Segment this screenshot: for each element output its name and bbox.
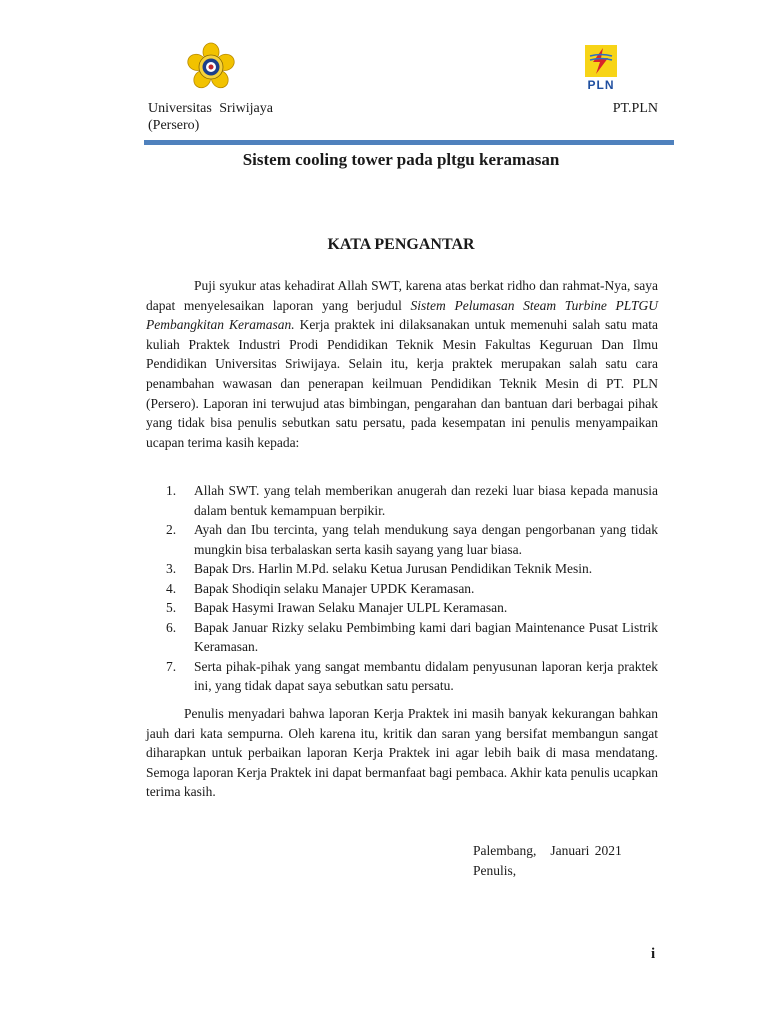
header-institution-suffix: (Persero): [148, 118, 200, 133]
list-text: Bapak Drs. Harlin M.Pd. selaku Ketua Jurusan Pendidikan Teknik Mesin.: [194, 561, 593, 576]
acknowledgement-list: [166, 481, 658, 696]
list-text: Bapak Januar Rizky selaku Pembimbing kami dari bagian Maintenance Pusat Listrik Keramasan.: [194, 619, 658, 654]
intro-text-2: Kerja praktek ini dilaksanakan untuk memenuhi salah satu mata kuliah Praktek Industri Prodi Pendidikan Teknik Mesin Fakultas Keguruan Dan Ilmu Pendidikan Universitas Sriwijaya. Selain itu, kerja praktek merupakan salah satu cara penambahan wawasan dan penerapan keilmuan Pendidikan Teknik Mesin di PT. PLN (Persero). Laporan ini terwujud atas bimbingan, pengarahan dan bantuan dari berbagai pihak yang tidak bisa penulis sebutkan satu persatu, pada kesempatan ini penulis menyampaikan ucapan terima kasih kepada:: [146, 317, 658, 450]
closing-paragraph: Penulis menyadari bahwa laporan Kerja Praktek ini masih banyak kekurangan bahkan jauh dari kata sempurna. Oleh karena itu, kritik dan saran yang bersifat membangun sangat diharapkan untuk perbaikan laporan Kerja Praktek ini agar lebih baik di masa mendatang. Semoga laporan Kerja Praktek ini dapat bermanfaat bagi pembaca. Akhir kata penulis ucapkan terima kasih.: [146, 706, 658, 800]
list-text: Bapak Hasymi Irawan Selaku Manajer ULPL Keramasan.: [194, 600, 508, 615]
pln-logo-text: PLN: [587, 78, 615, 92]
list-item: [166, 657, 658, 696]
intro-text-1: Puji syukur atas kehadirat Allah SWT, karena atas berkat ridho dan rahmat-Nya, saya dapat menyelesaikan laporan yang berjudul: [146, 278, 658, 313]
page-number: i: [651, 946, 656, 962]
university-emblem-icon: [182, 42, 240, 92]
list-text: Bapak Shodiqin selaku Manajer UPDK Keramasan.: [194, 580, 475, 596]
signature-date: Januari 2021: [550, 843, 622, 858]
signature-place-date: [473, 841, 622, 861]
list-number: 5.: [166, 600, 177, 615]
list-number: 2.: [166, 522, 177, 537]
list-text: Ayah dan Ibu tercinta, yang telah mendukung saya dengan pengorbanan yang tidak mungkin bisa terbalaskan serta kasih sayang yang luar biasa.: [194, 522, 658, 557]
signature-place: Palembang,: [473, 843, 537, 858]
intro-paragraph: [146, 276, 658, 452]
header-divider: [144, 140, 674, 145]
list-item: [166, 618, 658, 657]
list-item: [166, 598, 658, 618]
list-number: 3.: [166, 561, 177, 576]
list-item: [166, 559, 658, 579]
list-item: [166, 579, 658, 599]
list-number: 1.: [166, 483, 177, 498]
list-number: 4.: [166, 580, 177, 596]
list-item: [166, 481, 658, 520]
lightning-bolt-icon: [580, 44, 622, 78]
list-number: 6.: [166, 619, 177, 635]
header-company: PT.PLN: [612, 101, 658, 116]
list-number: 7.: [166, 658, 177, 674]
pln-logo: [580, 44, 622, 96]
header-institution: Universitas Sriwijaya: [148, 101, 273, 116]
signature-author: Penulis,: [473, 863, 517, 878]
list-text: Allah SWT. yang telah memberikan anugerah dan rezeki luar biasa kepada manusia dalam bentuk kemampuan berpikir.: [194, 483, 658, 518]
section-heading: KATA PENGANTAR: [327, 236, 475, 253]
document-title: Sistem cooling tower pada pltgu keramasan: [242, 150, 560, 169]
list-text: Serta pihak-pihak yang sangat membantu didalam penyusunan laporan kerja praktek ini, yang tidak dapat saya sebutkan satu persatu.: [194, 658, 658, 693]
list-item: [166, 520, 658, 559]
report-title-italic: Sistem Pelumasan Steam Turbine PLTGU Pembangkitan Keramasan.: [146, 297, 658, 333]
